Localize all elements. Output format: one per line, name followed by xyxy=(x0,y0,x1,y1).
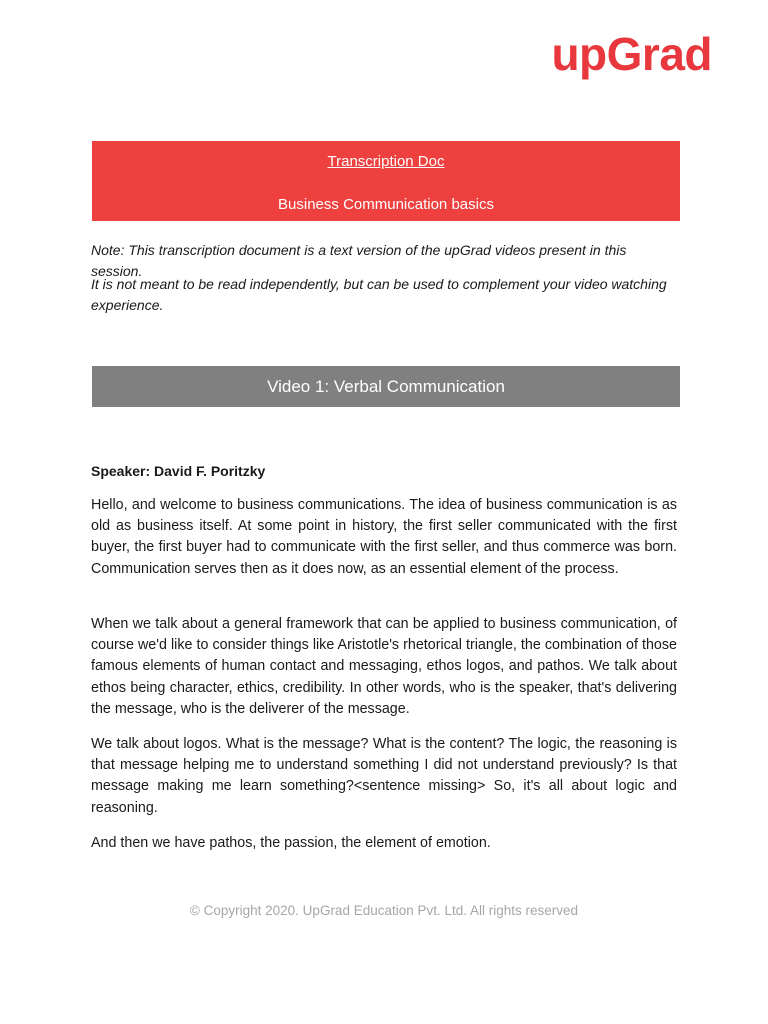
transcript-paragraph: We talk about logos. What is the message? What is the content? The logic, the reasoning is that message helping me to understand something I did not understand previously? Is that message making me learn something?<sentence missing> So, it's all about logic and reasoning. xyxy=(91,736,677,816)
doc-title: Transcription Doc xyxy=(327,153,445,170)
video-section-heading: Video 1: Verbal Communication xyxy=(92,366,680,407)
title-banner xyxy=(92,141,680,221)
speaker-name: Speaker: David F. Poritzky xyxy=(91,463,266,479)
doc-subtitle: Business Communication basics xyxy=(278,196,494,213)
transcript-paragraph: Hello, and welcome to business communications. The idea of business communication is as old as business itself. At some point in history, the first seller communicated with the first buyer, the first buyer had to communicate with the first seller, and thus commerce was born. Communication serves then as it does now, as an essential element of the process. xyxy=(91,497,677,577)
transcript-paragraph: And then we have pathos, the passion, the element of emotion. xyxy=(91,835,491,851)
upgrad-logo: upGrad xyxy=(551,28,712,80)
note-text: It is not meant to be read independently, but can be used to complement your video watching experience. xyxy=(91,276,667,313)
note-text: Note: This transcription document is a text version of the upGrad videos present in this session. xyxy=(91,242,627,279)
transcript-paragraph: When we talk about a general framework that can be applied to business communication, of course we'd like to consider things like Aristotle's rhetorical triangle, the combination of those famous elements of human contact and messaging, ethos logos, and pathos. We talk about ethos being character, ethics, credibility. In other words, who is the speaker, that's delivering the message, who is the deliverer of the message. xyxy=(91,616,677,717)
copyright-footer: © Copyright 2020. UpGrad Education Pvt. Ltd. All rights reserved xyxy=(189,903,579,918)
